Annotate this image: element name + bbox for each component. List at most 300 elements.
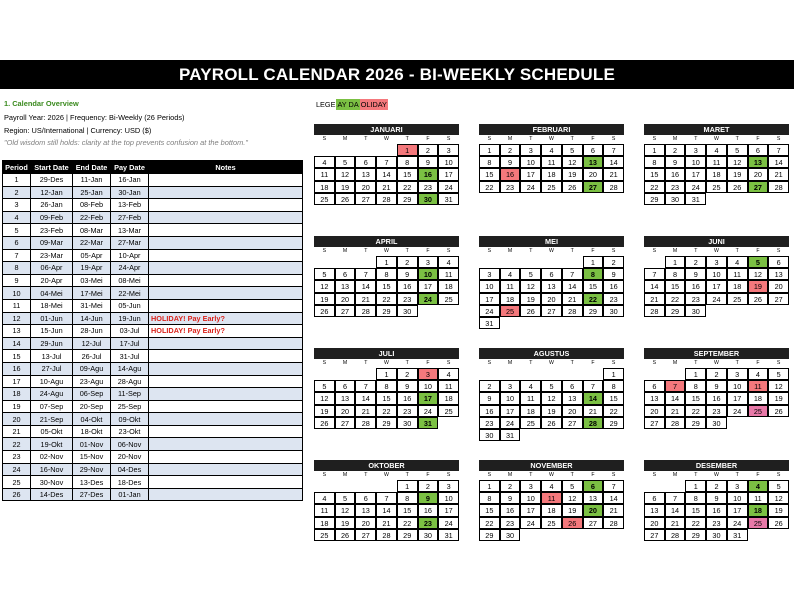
weekday-label: F [426,136,430,142]
day-grid [314,256,459,317]
weekday-label: F [756,360,760,366]
day-cell: 6 [562,380,583,392]
day-cell: 20 [355,517,376,529]
notes-cell [149,287,303,300]
notes-cell [149,463,303,476]
day-cell: 10 [727,380,748,392]
day-cell: 3 [727,480,748,492]
day-cell: 23 [603,293,624,305]
end-date-cell: 13-Des [73,476,111,489]
day-cell: 13 [583,492,604,504]
payday-day-cell: 20 [583,504,604,516]
day-cell: 1 [376,256,397,268]
day-cell: 23 [500,517,521,529]
weekday-header [314,471,459,480]
day-cell: 21 [644,293,665,305]
day-cell: 14 [665,392,686,404]
day-cell: 18 [438,392,459,404]
day-cell: 20 [644,405,665,417]
month-name: JUNI [644,236,789,247]
day-cell: 3 [685,144,706,156]
period-number-cell: 7 [3,249,31,262]
weekday-header [314,135,459,144]
day-cell: 29 [397,529,418,541]
day-cell: 11 [438,380,459,392]
payday-day-cell: 27 [583,181,604,193]
weekday-label: T [405,360,409,366]
day-cell: 31 [500,429,521,441]
month-calendar-februari [479,124,624,193]
day-cell: 17 [479,293,500,305]
day-cell: 6 [583,144,604,156]
day-cell: 17 [727,392,748,404]
day-cell: 24 [520,181,541,193]
day-cell: 18 [541,504,562,516]
day-cell: 8 [685,380,706,392]
day-grid [644,256,789,317]
day-cell: 2 [397,368,418,380]
period-number-cell: 15 [3,350,31,363]
weekday-label: S [652,248,657,254]
weekday-label: S [652,472,657,478]
day-cell: 4 [520,380,541,392]
start-date-cell: 12-Jan [31,186,73,199]
empty-day-cell [665,368,686,380]
day-cell: 16 [500,504,521,516]
weekday-label: T [694,248,698,254]
day-cell: 6 [335,380,356,392]
period-number-cell: 5 [3,224,31,237]
day-cell: 25 [520,417,541,429]
table-row [3,400,303,413]
weekday-label: S [611,472,616,478]
period-number-cell: 25 [3,476,31,489]
day-cell: 4 [748,368,769,380]
day-cell: 24 [520,517,541,529]
end-date-cell: 15-Nov [73,451,111,464]
end-date-cell: 09-Agu [73,362,111,375]
day-cell: 13 [355,504,376,516]
weekday-label: S [446,136,451,142]
day-cell: 24 [685,181,706,193]
payday-day-cell: 27 [748,181,769,193]
day-cell: 30 [479,429,500,441]
day-cell: 11 [314,504,335,516]
start-date-cell: 26-Jan [31,199,73,212]
day-cell: 7 [644,268,665,280]
day-cell: 21 [355,293,376,305]
end-date-cell: 22-Feb [73,211,111,224]
day-cell: 28 [355,417,376,429]
day-grid [479,144,624,193]
table-row [3,299,303,312]
empty-day-cell [314,368,335,380]
holiday-day-cell: 19 [748,280,769,292]
day-cell: 13 [335,280,356,292]
day-cell: 31 [727,529,748,541]
day-cell: 1 [644,144,665,156]
day-cell: 27 [335,305,356,317]
empty-day-cell [520,256,541,268]
holiday-day-cell: 7 [665,380,686,392]
day-cell: 17 [438,504,459,516]
day-cell: 17 [520,504,541,516]
table-row [3,388,303,401]
start-date-cell: 18-Mei [31,299,73,312]
day-cell: 12 [314,280,335,292]
day-cell: 28 [768,181,789,193]
day-cell: 4 [541,144,562,156]
day-cell: 28 [603,517,624,529]
day-cell: 30 [603,305,624,317]
empty-day-cell [355,368,376,380]
day-cell: 2 [397,256,418,268]
day-cell: 6 [748,144,769,156]
day-cell: 7 [355,380,376,392]
day-cell: 31 [438,529,459,541]
pay-date-cell: 24-Apr [111,262,149,275]
day-cell: 21 [768,168,789,180]
pay-date-cell: 13-Feb [111,199,149,212]
notes-cell [149,211,303,224]
weekday-label: S [487,472,492,478]
day-cell: 18 [748,392,769,404]
start-date-cell: 21-Sep [31,413,73,426]
day-cell: 25 [438,293,459,305]
period-number-cell: 10 [3,287,31,300]
day-cell: 19 [335,181,356,193]
day-cell: 24 [438,517,459,529]
weekday-label: M [507,360,513,366]
weekday-label: S [446,248,451,254]
day-cell: 23 [397,293,418,305]
day-cell: 25 [314,193,335,205]
day-cell: 25 [541,181,562,193]
weekday-label: S [611,360,616,366]
day-cell: 16 [603,280,624,292]
notes-cell [149,337,303,350]
day-cell: 17 [500,405,521,417]
month-calendar-juni [644,236,789,317]
weekday-label: W [384,472,389,478]
holiday-day-cell: 11 [748,380,769,392]
start-date-cell: 29-Des [31,174,73,187]
day-cell: 8 [665,268,686,280]
period-number-cell: 14 [3,337,31,350]
weekday-label: M [342,360,348,366]
end-date-cell: 25-Jan [73,186,111,199]
day-cell: 13 [768,268,789,280]
pay-date-cell: 22-Mei [111,287,149,300]
day-cell: 10 [438,492,459,504]
empty-day-cell [644,368,665,380]
day-cell: 14 [562,280,583,292]
day-cell: 19 [314,405,335,417]
day-cell: 6 [355,492,376,504]
notes-cell [149,388,303,401]
month-name: NOVEMBER [479,460,624,471]
day-cell: 9 [418,156,439,168]
day-cell: 18 [541,168,562,180]
day-cell: 3 [438,144,459,156]
payday-day-cell: 17 [418,392,439,404]
day-cell: 15 [397,168,418,180]
day-grid [479,480,624,541]
period-number-cell: 6 [3,236,31,249]
day-cell: 2 [418,480,439,492]
start-date-cell: 23-Mar [31,249,73,262]
day-cell: 15 [644,168,665,180]
month-name: MARET [644,124,789,135]
notes-cell [149,249,303,262]
day-cell: 27 [644,417,665,429]
day-cell: 2 [665,144,686,156]
end-date-cell: 20-Sep [73,400,111,413]
payday-day-cell: 4 [748,480,769,492]
payday-day-cell: 5 [748,256,769,268]
day-cell: 12 [562,492,583,504]
day-cell: 20 [748,168,769,180]
day-cell: 27 [768,293,789,305]
day-cell: 4 [500,268,521,280]
day-cell: 28 [665,529,686,541]
day-cell: 5 [562,144,583,156]
period-number-cell: 16 [3,362,31,375]
notes-cell [149,262,303,275]
day-cell: 14 [376,504,397,516]
payday-holiday-day-cell: 25 [748,517,769,529]
weekday-label: S [776,360,781,366]
month-name: JULI [314,348,459,359]
day-cell: 23 [706,405,727,417]
pay-date-cell: 30-Jan [111,186,149,199]
day-cell: 18 [706,168,727,180]
day-cell: 18 [520,405,541,417]
weekday-label: T [405,472,409,478]
day-cell: 23 [397,405,418,417]
start-date-cell: 20-Apr [31,274,73,287]
column-header-notes: Notes [149,161,303,174]
day-cell: 30 [418,529,439,541]
day-cell: 29 [479,529,500,541]
weekday-header [644,247,789,256]
day-cell: 20 [355,181,376,193]
day-cell: 29 [644,193,665,205]
day-cell: 20 [541,293,562,305]
pay-date-cell: 25-Sep [111,400,149,413]
day-cell: 15 [603,392,624,404]
end-date-cell: 08-Feb [73,199,111,212]
day-cell: 9 [706,492,727,504]
day-cell: 10 [479,280,500,292]
weekday-label: W [549,360,554,366]
day-cell: 16 [706,504,727,516]
pay-date-cell: 13-Mar [111,224,149,237]
legend-payday-swatch: AY DA [337,100,359,109]
day-cell: 28 [644,305,665,317]
weekday-label: T [529,248,533,254]
day-cell: 26 [520,305,541,317]
weekday-label: S [611,248,616,254]
day-cell: 26 [541,417,562,429]
day-cell: 4 [438,256,459,268]
pay-date-cell: 09-Okt [111,413,149,426]
day-cell: 10 [438,156,459,168]
period-number-cell: 2 [3,186,31,199]
day-cell: 1 [685,368,706,380]
day-cell: 3 [520,144,541,156]
end-date-cell: 05-Apr [73,249,111,262]
day-cell: 21 [583,405,604,417]
weekday-label: T [529,360,533,366]
day-cell: 22 [479,517,500,529]
month-calendar-agustus [479,348,624,441]
pay-date-cell: 27-Feb [111,211,149,224]
column-header-end-date: End Date [73,161,111,174]
day-cell: 3 [706,256,727,268]
day-cell: 16 [706,392,727,404]
pay-date-cell: 20-Nov [111,451,149,464]
weekday-label: S [487,360,492,366]
day-cell: 25 [706,181,727,193]
day-cell: 7 [562,268,583,280]
weekday-label: T [694,360,698,366]
day-cell: 3 [500,380,521,392]
day-cell: 12 [541,392,562,404]
day-cell: 18 [314,517,335,529]
day-cell: 26 [314,305,335,317]
day-cell: 17 [727,504,748,516]
start-date-cell: 30-Nov [31,476,73,489]
empty-day-cell [644,480,665,492]
day-cell: 25 [541,517,562,529]
pay-date-cell: 18-Des [111,476,149,489]
day-cell: 18 [314,181,335,193]
day-cell: 17 [685,168,706,180]
day-cell: 20 [768,280,789,292]
day-cell: 12 [335,168,356,180]
day-cell: 9 [685,268,706,280]
day-cell: 2 [685,256,706,268]
day-cell: 15 [685,504,706,516]
weekday-label: T [364,360,368,366]
end-date-cell: 22-Mar [73,236,111,249]
day-cell: 24 [479,305,500,317]
weekday-label: M [672,360,678,366]
day-cell: 19 [314,293,335,305]
payday-day-cell: 8 [583,268,604,280]
day-cell: 16 [397,280,418,292]
table-row [3,488,303,501]
day-cell: 19 [768,392,789,404]
end-date-cell: 18-Okt [73,425,111,438]
pay-date-cell: 28-Agu [111,375,149,388]
notes-cell: HOLIDAY! Pay Early? [149,312,303,325]
day-cell: 18 [438,280,459,292]
day-cell: 10 [418,380,439,392]
day-cell: 5 [768,480,789,492]
weekday-label: S [776,248,781,254]
day-cell: 9 [479,392,500,404]
start-date-cell: 13-Jul [31,350,73,363]
payday-day-cell: 10 [418,268,439,280]
period-number-cell: 19 [3,400,31,413]
payday-day-cell: 16 [418,168,439,180]
empty-day-cell [335,256,356,268]
weekday-header [479,247,624,256]
day-cell: 1 [583,256,604,268]
day-cell: 23 [479,417,500,429]
weekday-label: T [405,136,409,142]
day-cell: 14 [768,156,789,168]
day-cell: 27 [562,417,583,429]
day-cell: 17 [418,280,439,292]
day-cell: 8 [479,156,500,168]
weekday-label: F [426,248,430,254]
month-name: DESEMBER [644,460,789,471]
day-cell: 26 [335,193,356,205]
weekday-label: S [322,136,327,142]
day-cell: 5 [335,156,356,168]
month-calendar-september [644,348,789,429]
day-grid [479,368,624,441]
weekday-label: S [776,136,781,142]
end-date-cell: 08-Mar [73,224,111,237]
month-name: APRIL [314,236,459,247]
table-row [3,199,303,212]
start-date-cell: 01-Jun [31,312,73,325]
table-row [3,312,303,325]
end-date-cell: 28-Jun [73,325,111,338]
day-cell: 19 [562,168,583,180]
weekday-label: M [672,472,678,478]
weekday-label: T [364,136,368,142]
start-date-cell: 23-Feb [31,224,73,237]
pay-date-cell: 27-Mar [111,236,149,249]
day-cell: 7 [376,156,397,168]
day-cell: 8 [397,492,418,504]
day-cell: 9 [397,268,418,280]
day-cell: 7 [355,268,376,280]
weekday-label: F [426,472,430,478]
day-cell: 4 [706,144,727,156]
table-row [3,337,303,350]
notes-cell [149,425,303,438]
month-name: JANUARI [314,124,459,135]
weekday-label: T [570,472,574,478]
period-number-cell: 24 [3,463,31,476]
day-cell: 22 [644,181,665,193]
day-cell: 6 [644,492,665,504]
period-number-cell: 4 [3,211,31,224]
empty-day-cell [500,256,521,268]
table-row [3,463,303,476]
weekday-header [314,247,459,256]
day-cell: 12 [562,156,583,168]
month-calendar-maret [644,124,789,205]
legend-label: LEGE [316,100,336,109]
day-cell: 17 [706,280,727,292]
weekday-header [479,135,624,144]
payday-day-cell: 24 [418,293,439,305]
day-cell: 1 [397,480,418,492]
empty-day-cell [335,144,356,156]
end-date-cell: 06-Sep [73,388,111,401]
day-cell: 26 [768,517,789,529]
month-name: MEI [479,236,624,247]
empty-day-cell [355,480,376,492]
holiday-day-cell: 11 [541,492,562,504]
